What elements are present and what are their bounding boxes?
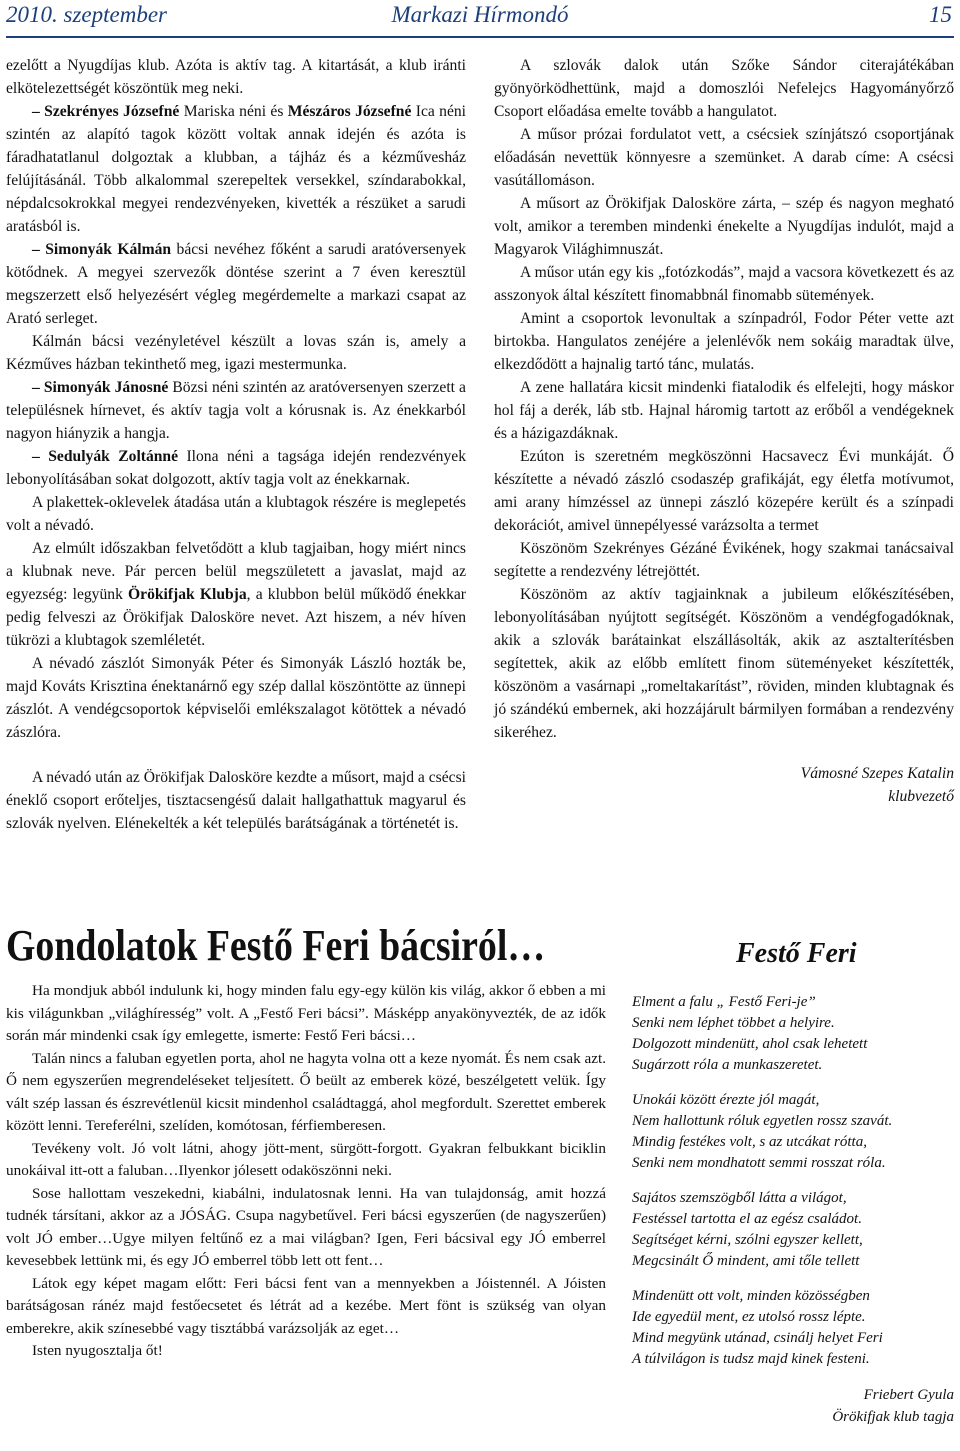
article1-left-paragraph xyxy=(6,100,466,238)
article2-paragraph: Tevékeny volt. Jó volt látni, ahogy jött-ment, sürgött-forgott. Gyakran felbukkant biciklin unokáival itt-ott a faluban…Ilyenkor jólesett odaköszönni neki. xyxy=(6,1139,606,1179)
paragraph-text: Ilona néni a tagsága idején rendezvények lebonyolításában sokat dolgozott, aktív tagja volt az énekkarnak. xyxy=(6,448,466,488)
article1-left-paragraph xyxy=(6,330,466,376)
article1-right-paragraph: A műsor után egy kis „fotózkodás”, majd a vacsora következett és az asszonyok által készített finomabbnál finomabb sütemények. xyxy=(494,264,954,304)
poem-line: Sugárzott róla a munkaszeretet. xyxy=(632,1057,823,1073)
poem-line: Sajátos szemszögből látta a világot, xyxy=(632,1190,847,1206)
person-name: – Simonyák Jánosné xyxy=(32,379,169,396)
article2-paragraph: Isten nyugosztalja őt! xyxy=(32,1342,163,1359)
poem-line: Segítséget kérni, szólni egyszer kellett, xyxy=(632,1232,863,1248)
paragraph-text: A névadó zászlót Simonyák Péter és Simonyák László hozták be, majd Kováts Krisztina énektanárnő egy szép dallal köszöntötte az ünnepi zászlót. A vendégcsoportok képviselői emlékszalagot kötöttek a névadó zászlóra. xyxy=(6,655,466,741)
person-name: – Simonyák Kálmán xyxy=(32,241,172,258)
article1-left-paragraph xyxy=(6,445,466,491)
article2-paragraph: Talán nincs a faluban egyetlen porta, ahol ne hagyta volna ott a keze nyomát. És nem csak azt. Ő nem egyszerűen megrendeléseket teljesített. Ő beült az emberek közé, beszélgetett velük. Így vált szép lassan és észrevétlenül kicsit mindenhol családtaggá, ahol megfordult. Szerettet emberek között lenni. Tereferélni, szelíden, komótosan, férfiemberesen. xyxy=(6,1049,606,1134)
article1-right-paragraph: Köszönöm az aktív tagjainknak a jubileum előkészítésében, lebonyolításában nyújtott segítségét. Köszönöm a vendégfogadóknak, akik a szlovák barátainkat elszállásolták, akik az asztalterítésben segítettek, akik az előbb említett finom süteményeket készítették, köszönöm a vasárnapi „romeltakarítást”, röviden, minden klubtagnak és jó szándékú embernek, aki hozzájárult bármilyen formában a rendezvény sikeréhez. xyxy=(494,586,954,741)
poem-line: Mindig festékes volt, s az utcákat rótta, xyxy=(632,1134,867,1150)
poem-line: Festéssel tartotta el az egész családot. xyxy=(632,1211,862,1227)
signature-name: Vámosné Szepes Katalin xyxy=(800,765,954,782)
poem-line: Mind megyünk utánad, csinálj helyet Feri xyxy=(632,1330,883,1346)
article1-right-paragraph: Köszönöm Szekrényes Gézáné Évikének, hogy szakmai tanácsaival segítette a rendezvény létrejöttét. xyxy=(494,540,954,580)
poem-box xyxy=(632,934,954,1428)
poem-line: Megcsinált Ő mindent, ami tőle tellett xyxy=(632,1253,860,1269)
poem-line: Mindenütt ott volt, minden közösségben xyxy=(632,1288,870,1304)
poem-line: Dolgozott mindenütt, ahol csak lehetett xyxy=(632,1036,868,1052)
poem-author: Friebert Gyula xyxy=(863,1387,954,1403)
article1-right-paragraph: A szlovák dalok után Szőke Sándor citerajátékában gyönyörködhettünk, majd a domoszlói Nefelejcs Hagyományőrző Csoport előadása emelte tovább a hangulatot. xyxy=(494,57,954,120)
article1-right-paragraph: Ezúton is szeretném megköszönni Hacsavecz Évi munkáját. Ő készítette a névadó zászló csodaszép grafikáját, egy életfa motívumot, ami arany hímzéssel az ünnepi zászló közepére került és a színpadi dekorációt, amivel ünnepélyessé varázsolta a termet xyxy=(494,448,954,534)
person-name: – Szekrényes Józsefné xyxy=(32,103,180,120)
article2-body xyxy=(6,980,606,1363)
signature-role: klubvezető xyxy=(888,788,954,805)
issue-date: 2010. szeptember xyxy=(6,2,167,27)
article1-left-column xyxy=(6,54,466,835)
paragraph-text: bácsi nevéhez főként a sarudi aratóversenyek kötődnek. A megyei szervezők döntése szerint a 7 éven keresztül megszerzett első helyezésért végleg megérdemelte a markazi csapat az Arató serleget. xyxy=(6,241,466,327)
poem-title: Festő Feri xyxy=(736,938,857,969)
article1-left-paragraph xyxy=(6,238,466,330)
article1-left-paragraph xyxy=(6,376,466,445)
page-number: 15 xyxy=(929,2,952,27)
paragraph-text: Bözsi néni szintén az aratóversenyen szerzett a településnek hírnevet, és aktív tagja volt a kórusnak is. Az énekkarból nagyon hiányzik a hangja. xyxy=(6,379,466,442)
paragraph-text: ezelőtt a Nyugdíjas klub. Azóta is aktív tag. A kitartását, a klub iránti elkötelezettségét köszöntük meg neki. xyxy=(6,57,466,97)
article1-left-paragraph xyxy=(6,54,466,100)
poem-line: Unokái között érezte jól magát, xyxy=(632,1092,820,1108)
article1-right-paragraph: Amint a csoportok levonultak a színpadról, Fodor Péter vette azt birtokba. Hangulatos zenéjére a jelenlévők nem sokáig maradtak ülve, elkezdődött a hajnalig tartó tánc, mulatás. xyxy=(494,310,954,373)
article1-left-paragraph xyxy=(6,491,466,537)
article1-left-paragraph xyxy=(6,652,466,744)
paragraph-text: Az elmúlt időszakban felvetődött a klub tagjaiban, hogy miért nincs a klubnak neve. Pár percen belül megszületett a javaslat, majd az egyezség: legyünk xyxy=(6,540,466,603)
poem-line: Nem hallottunk róluk egyetlen rossz szavát. xyxy=(632,1113,893,1129)
page-header xyxy=(0,0,960,36)
person-name: Örökifjak Klubja xyxy=(128,586,247,603)
article1-right-paragraph: A zene hallatára kicsit mindenki fiatalodik és elfelejti, hogy máskor hol fáj a derék, láb stb. Hajnal háromig tartott az erőből a vendégeknek és a házigazdáknak. xyxy=(494,379,954,442)
poem-line: Senki nem mondhatott semmi rosszat róla. xyxy=(632,1155,886,1171)
poem-line: Elment a falu „ Festő Feri-je” xyxy=(632,994,816,1010)
paragraph-text: A plakettek-oklevelek átadása után a klubtagok részére is meglepetés volt a névadó. xyxy=(6,494,466,534)
article1-left-paragraph xyxy=(6,537,466,652)
paragraph-gap xyxy=(6,744,466,766)
poem-signature xyxy=(632,1384,954,1428)
poem-stanza xyxy=(632,1090,954,1174)
publication-title: Markazi Hírmondó xyxy=(391,2,569,27)
article1-right-column xyxy=(494,54,954,808)
article1-right-paragraph: A műsort az Örökifjak Dalosköre zárta, – szép és nagyon megható volt, amikor a teremben mindenki énekelte a Nyugdíjas indulót, majd a Magyarok Világhimnuszát. xyxy=(494,195,954,258)
poem-line: Ide egyedül ment, ez utolsó rossz lépte. xyxy=(632,1309,866,1325)
article2-paragraph: Sose hallottam veszekedni, kiabálni, indulatosnak lenni. Ha van tulajdonság, amit hozzá tudnék társítani, akkor az a JÓSÁG. Csupa nagybetűvel. Feri bácsi egyszerűen (de nagyszerűen) volt JÓ ember…Ugye milyen feltűnő ez a mai világban? Igen, Feri bácsival egy JÓ emberrel kevesebbek lettünk mi, és egy JÓ emberrel több lett ott fent… xyxy=(6,1184,606,1269)
article1-left-paragraph xyxy=(6,766,466,835)
article2-paragraph: Látok egy képet magam előtt: Feri bácsi fent van a mennyekben a Jóistennél. A Jóisten barátságosan ránéz majd festőecsetet és létrát ad a kezébe. Mert fönt is szükség van olyan emberekre, akik színesebbé vagy tisztábbá varázsolják az eget… xyxy=(6,1274,606,1337)
person-name: – Sedulyák Zoltánné xyxy=(32,448,179,465)
poem-stanza xyxy=(632,992,954,1076)
article2-paragraph: Ha mondjuk abból indulunk ki, hogy minden falu egy-egy külön kis világ, akkor ő ebben a mi kis világunkban „világhíresség” volt. A „Festő Feri bácsi”. Másképp anyakönyvezték, de az idők során már mindenki csak így emlegette, ismerte: Festő Feri bácsi… xyxy=(6,982,606,1044)
paragraph-text: , a klubbon belül működő énekkar pedig felveszi az Örökifjak Dalosköre nevet. Azt hiszem, a név híven tükrözi a klubtagok szemléletét. xyxy=(6,586,466,649)
poem-line: Senki nem léphet többet a helyire. xyxy=(632,1015,835,1031)
paragraph-text: Mariska néni és xyxy=(179,103,288,120)
person-name: Mészáros Józsefné xyxy=(287,103,412,120)
article1-right-paragraph: A műsor prózai fordulatot vett, a csécsiek színjátszó csoportjának előadásán nevettük könnyesre a szemünket. A darab címe: A csécsi vasútállomáson. xyxy=(494,126,954,189)
poem-stanza xyxy=(632,1286,954,1370)
header-rule xyxy=(6,36,954,38)
article2-title: Gondolatok Festő Feri bácsiról… xyxy=(6,921,546,970)
paragraph-text: Kálmán bácsi vezényletével készült a lovas szán is, amely a Kézműves házban tekinthető meg, igazi mestermunka. xyxy=(6,333,466,373)
poem-author-role: Örökifjak klub tagja xyxy=(832,1409,954,1425)
paragraph-text: Ica néni szintén az alapító tagok között voltak annak idején és azóta is fáradhatatlanul dolgoztak a klubban, a tájház és a kézművesház felújításánál. Több alkalommal szerepeltek versekkel, színdarabokkal, népdalcsokrokkal megyei rendezvényeken, kivették a részüket a sarudi aratásból is. xyxy=(6,103,467,235)
article1-signature xyxy=(494,762,954,808)
poem-stanza xyxy=(632,1188,954,1272)
poem-line: A túlvilágon is tudsz majd kinek festeni. xyxy=(632,1351,870,1367)
paragraph-text: A névadó után az Örökifjak Dalosköre kezdte a műsort, majd a csécsi éneklő csoport erőteljes, tisztacsengésű dalait hallgathattuk magyarul és szlovák nyelven. Elénekelték a két település barátságának a történetét is. xyxy=(6,769,466,832)
